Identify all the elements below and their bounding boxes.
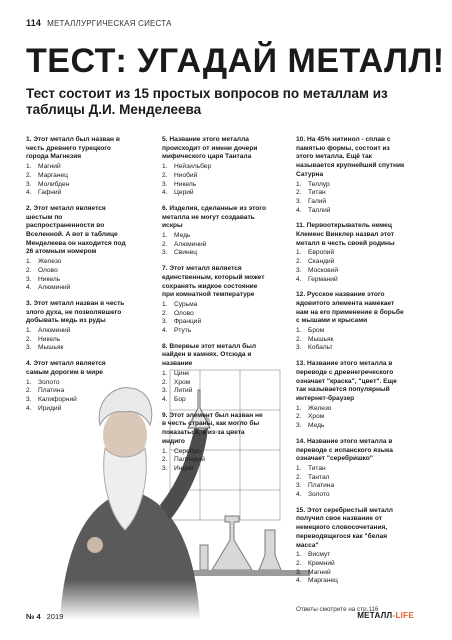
answer-option: 2. Хром <box>162 378 191 386</box>
question-text: 13. Название этого металла в переводе с древнегреческого означает "краска", "цвет". Еще так называется популярный интернет-браузер <box>296 360 397 402</box>
answer-option: 4. Иридий <box>26 404 62 412</box>
issue-year: 2019 <box>46 612 64 621</box>
answer-option: 3. Никель <box>26 275 61 283</box>
brand-main: МЕТАЛЛ <box>357 611 393 620</box>
answers-note: Ответы смотрите на стр.116 <box>296 606 379 613</box>
answer-option: 2. Ниобий <box>162 171 198 179</box>
questions-column-2 <box>162 136 266 481</box>
answer-list <box>296 181 406 216</box>
brand-accent: LIFE <box>395 611 414 620</box>
answer-option: 1. Цинк <box>162 369 190 377</box>
page-number: 114 <box>26 18 42 28</box>
answer-option: 2. Титан <box>296 189 326 197</box>
answer-option: 2. Олово <box>162 309 194 317</box>
answer-option: 4. Золото <box>296 491 330 499</box>
answer-option: 2. Кремний <box>296 559 335 567</box>
questions-column-1 <box>26 136 130 420</box>
answer-option: 4. Таллий <box>296 206 331 214</box>
answer-option: 2. Тантал <box>296 473 330 481</box>
answer-option: 1. Титан <box>296 464 326 472</box>
question-5 <box>162 136 266 198</box>
question-15 <box>296 507 406 586</box>
question-text: 7. Этот металл является единственным, который может сохранять жидкое состояние при комнатной температуре <box>162 265 265 299</box>
page-header <box>26 18 172 28</box>
answer-list <box>26 379 130 414</box>
answer-option: 1. Серебро <box>162 447 201 455</box>
question-8 <box>162 343 266 405</box>
brand-logo <box>357 611 414 620</box>
answer-list <box>162 370 266 405</box>
answer-option: 3. Франций <box>162 318 202 326</box>
answer-list <box>296 465 406 500</box>
answer-option: 2. Олово <box>26 266 58 274</box>
article-title: ТЕСТ: УГАДАЙ МЕТАЛЛ! <box>26 42 445 80</box>
answer-option: 4. Ртуть <box>162 327 192 335</box>
question-9 <box>162 412 266 474</box>
answer-option: 3. Магний <box>296 568 331 576</box>
answer-option: 4. Церий <box>162 189 194 197</box>
question-text: 14. Название этого металла в переводе с испанского языка означает "серебришко" <box>296 437 393 463</box>
question-text: 12. Русское название этого ядовитого элемента намекает нам на его применение в борьбе с мышами и крысами <box>296 291 404 325</box>
answer-option: 1. Железо <box>296 404 332 412</box>
question-13 <box>296 360 406 431</box>
question-12 <box>296 291 406 353</box>
question-text: 1. Этот металл был назван в честь древнего турецкого города Магнезия <box>26 136 120 161</box>
answer-option: 3. Индий <box>162 464 194 472</box>
answer-option: 4. Алюминий <box>26 284 71 292</box>
answer-list <box>296 405 406 431</box>
answer-option: 4. Бор <box>162 395 186 403</box>
question-1 <box>26 136 130 198</box>
answer-option: 1. Железо <box>26 258 62 266</box>
question-text: 3. Этот металл назван в честь злого духа, не позволявшего добывать медь из руды <box>26 299 125 325</box>
answer-option: 4. Марганец <box>296 577 338 585</box>
answer-option: 2. Мышьяк <box>296 335 334 343</box>
answer-list <box>162 301 266 336</box>
answer-list <box>26 163 130 198</box>
question-10 <box>296 136 406 215</box>
issue-info <box>26 612 63 621</box>
answer-option: 2. Скандий <box>296 258 335 266</box>
question-text: 5. Название этого металла происходит от имени дочери мифического царя Тантала <box>162 136 258 161</box>
answer-option: 2. Никель <box>26 335 61 343</box>
question-text: 2. Этот металл является шестым по распространенности во Вселенной. А вот в таблице Менделеева он находится под 26 атомным номером <box>26 204 126 256</box>
question-text: 11. Первооткрыватель немец Клеменс Винклер назвал этот металл в честь своей родины <box>296 222 395 247</box>
answer-option: 3. Калифорний <box>26 395 77 403</box>
question-text: 9. Этот элемент был назван не в честь страны, как могло бы показаться, а из-за цвета индиго <box>162 411 263 445</box>
question-text: 4. Этот металл является самым дорогим в мире <box>26 360 106 376</box>
question-text: 6. Изделия, сделанные из этого металла не могут создавать искры <box>162 204 266 230</box>
answer-option: 1. Медь <box>162 232 191 240</box>
answer-option: 2. Алюминий <box>162 240 207 248</box>
answer-list <box>296 249 406 284</box>
question-text: 15. Этот серебристый металл получил свое название от немецкого словосочетания, переводящегося как "белая масса" <box>296 506 393 549</box>
answer-option: 1. Теллур <box>296 180 330 188</box>
question-7 <box>162 265 266 336</box>
answer-option: 3. Платина <box>296 482 335 490</box>
answer-list <box>162 232 266 258</box>
question-text: 8. Впервые этот металл был найден в камнях. Отсюда и название <box>162 342 257 368</box>
answer-option: 3. Кобальт <box>296 344 333 352</box>
answer-option: 3. Мышьяк <box>26 344 64 352</box>
answer-option: 1. Европий <box>296 249 335 257</box>
question-3 <box>26 300 130 353</box>
issue-number: № 4 <box>26 612 41 621</box>
answer-option: 3. Литий <box>162 387 193 395</box>
answer-option: 1. Магний <box>26 163 61 171</box>
answer-option: 4. Германий <box>296 275 338 283</box>
brand-separator: - <box>392 611 396 620</box>
answer-option: 1. Нейзильбер <box>162 163 212 171</box>
question-14 <box>296 438 406 500</box>
answer-option: 1. Золото <box>26 378 60 386</box>
answer-list <box>26 258 130 293</box>
answer-option: 2. Платина <box>26 387 65 395</box>
answer-option: 1. Висмут <box>296 551 331 559</box>
answer-list <box>296 327 406 353</box>
answer-option: 3. Молибден <box>26 180 70 188</box>
answer-option: 3. Свинец <box>162 249 198 257</box>
answer-option: 1. Алюминий <box>26 327 71 335</box>
answer-option: 4. Гафний <box>26 189 62 197</box>
answer-option: 3. Никель <box>162 180 197 188</box>
answer-option: 1. Сурьма <box>162 300 198 308</box>
article-subtitle: Тест состоит из 15 простых вопросов по металлам из таблицы Д.И. Менделеева <box>26 86 388 117</box>
answer-list <box>26 327 130 353</box>
question-4 <box>26 360 130 413</box>
answer-option: 3. Медь <box>296 422 325 430</box>
question-6 <box>162 205 266 258</box>
question-11 <box>296 222 406 284</box>
answer-option: 2. Палладий <box>162 456 205 464</box>
answer-option: 2. Марганец <box>26 171 68 179</box>
answer-option: 1. Бром <box>296 327 325 335</box>
question-text: 10. На 45% нитинол - сплав с памятью формы, состоит из этого металла. Ещё так называется крупнейший спутник Сатурна <box>296 136 405 178</box>
section-title: МЕТАЛЛУРГИЧЕСКАЯ СИЕСТА <box>47 18 172 28</box>
answer-option: 2. Хром <box>296 413 325 421</box>
answer-option: 3. Московий <box>296 266 339 274</box>
answer-option: 3. Галий <box>296 197 327 205</box>
questions-column-3 <box>296 136 406 593</box>
answer-list <box>162 163 266 198</box>
answer-list <box>162 448 266 474</box>
answer-list <box>296 551 406 586</box>
question-2 <box>26 205 130 293</box>
